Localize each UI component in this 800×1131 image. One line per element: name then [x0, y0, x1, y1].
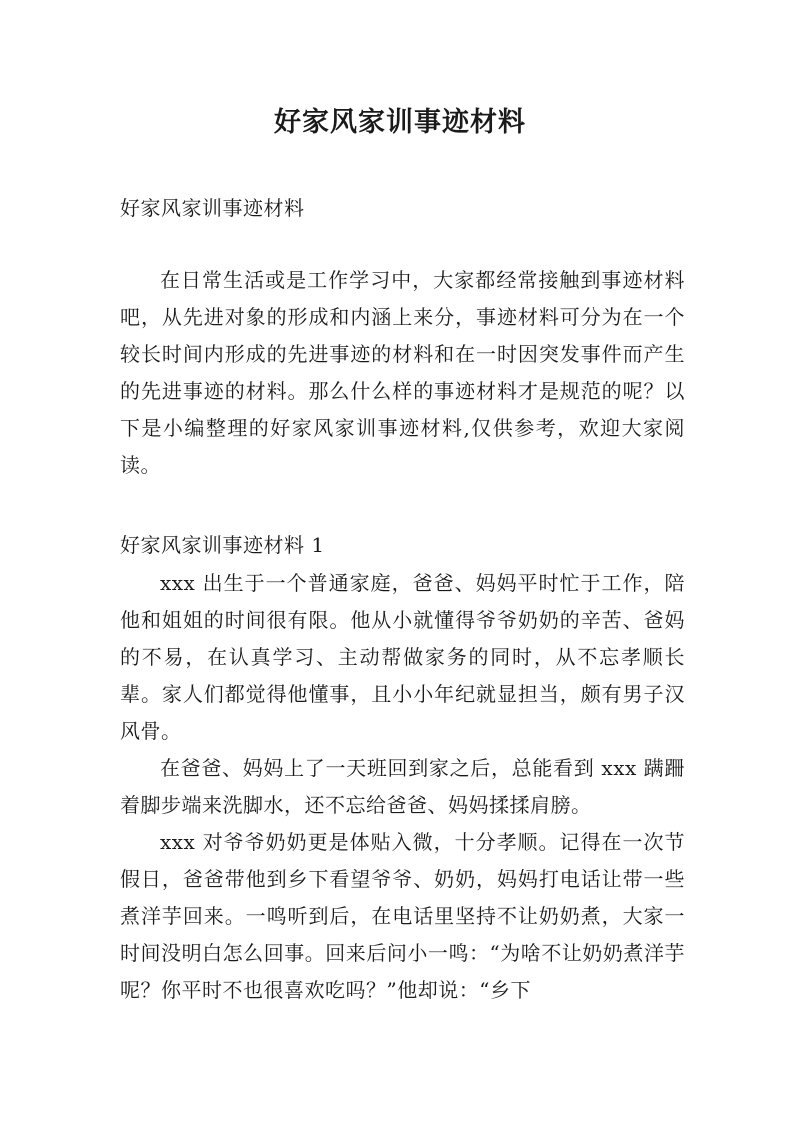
- section-heading: 好家风家训事迹材料 1: [120, 533, 325, 557]
- paragraph-2: 在爸爸、妈妈上了一天班回到家之后，总能看到 xxx 蹒跚着脚步端来洗脚水，还不忘给爸爸、妈妈揉揉肩膀。: [120, 756, 685, 817]
- intro-section: [120, 262, 685, 484]
- paragraph-3: xxx 对爷爷奶奶更是体贴入微，十分孝顺。记得在一次节假日，爸爸带他到乡下看望爷爷、奶奶，妈妈打电话让带一些煮洋芋回来。一鸣听到后，在电话里坚持不让奶奶煮，大家一时间没明白怎么回事。回来后问小一鸣：“为啥不让奶奶煮洋芋呢？你平时不也很喜欢吃吗？”他却说：“乡下: [120, 830, 685, 1002]
- document-subtitle: 好家风家训事迹材料: [120, 196, 305, 220]
- document-title: 好家风家训事迹材料: [274, 107, 526, 138]
- paragraph-1: xxx 出生于一个普通家庭，爸爸、妈妈平时忙于工作，陪他和姐姐的时间很有限。他从小就懂得爷爷奶奶的辛苦、爸妈的不易，在认真学习、主动帮做家务的同时，从不忘孝顺长辈。家人们都觉得他懂事，且小小年纪就显担当，颇有男子汉风骨。: [120, 571, 685, 743]
- section-body: [120, 565, 685, 1009]
- intro-paragraph: 在日常生活或是工作学习中，大家都经常接触到事迹材料吧，从先进对象的形成和内涵上来分，事迹材料可分为在一个较长时间内形成的先进事迹的材料和在一时因突发事件而产生的先进事迹的材料。那么什么样的事迹材料才是规范的呢？以下是小编整理的好家风家训事迹材料,仅供参考，欢迎大家阅读。: [120, 268, 685, 477]
